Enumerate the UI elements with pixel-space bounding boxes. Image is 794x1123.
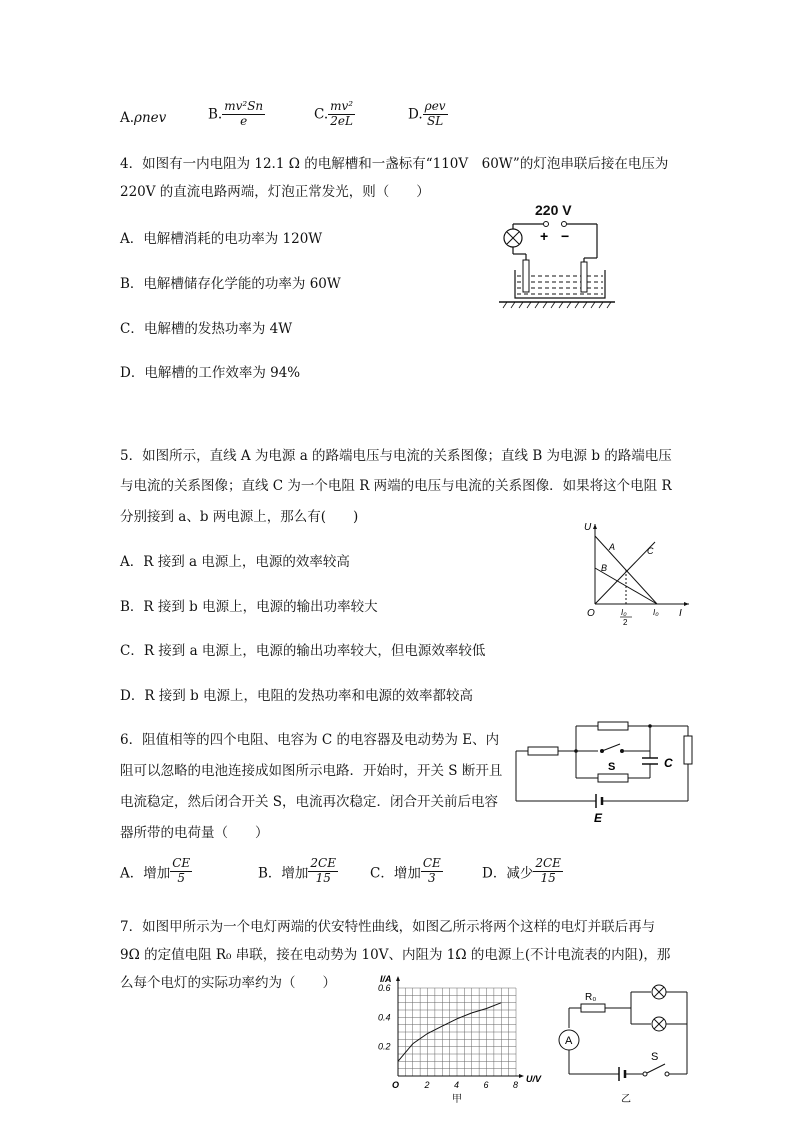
q5-stem-line3: 分别接到 a、b 两电源上，那么有( ) (120, 509, 359, 525)
y-tick-label: 0.4 (378, 1012, 391, 1023)
q5-stem-line1: 5．如图所示，直线 A 为电源 a 的路端电压与电流的关系图像；直线 B 为电源 b 的路端电压 (120, 448, 672, 464)
q4-voltage-label: 220 V (535, 202, 572, 218)
q5-label-a: A (609, 542, 616, 552)
q6-circuit-figure (512, 718, 697, 828)
q5-origin-label: O (587, 608, 595, 619)
q6-option-b: B．增加 $\frac{2CE}{15}$ (258, 856, 336, 885)
q4-option-d: D．电解槽的工作效率为 94% (120, 365, 301, 381)
q7-stem-line2: 9Ω 的定值电阻 R₀ 串联，接在电动势为 10V、内阻为 1Ω 的电源上(不计电流表的内阻)，那 (120, 947, 671, 963)
q6-option-d: D．减少 $\frac{2CE}{15}$ (482, 856, 561, 885)
q5-label-c: C (647, 546, 654, 556)
q3-option-c: C. $\frac{\text{mv²}}{2eL}$ (314, 99, 354, 128)
electrolysis-tank (499, 260, 615, 308)
q7-switch-label: S (651, 1051, 659, 1063)
y-tick-label: 0.2 (378, 1041, 391, 1052)
q3-option-b: B. $\frac{\text{mv²Sn}}{e}$ (208, 99, 264, 128)
q7-x-axis-label: U/V (526, 1074, 542, 1084)
q5-option-a: A．R 接到 a 电源上，电源的效率较高 (120, 554, 350, 570)
q7-caption-left: 甲 (452, 1094, 462, 1105)
q7-battery (619, 1067, 625, 1081)
q6-resistor-left (528, 747, 558, 755)
q6-resistor-top (598, 722, 628, 730)
q7-stem-line3: 么每个电灯的实际功率约为（ ） (120, 975, 336, 991)
q7-stem-line1: 7．如图甲所示为一个电灯两端的伏安特性曲线，如图乙所示将两个这样的电灯并联后再与 (120, 919, 656, 935)
q6-switch-s (600, 744, 624, 753)
q5-option-c: C．R 接到 a 电源上，电源的输出功率较大，但电源效率较低 (120, 643, 486, 659)
q4-plus-sign: + (540, 228, 549, 244)
q6-battery-label: E (594, 811, 603, 825)
q6-switch-label: S (608, 761, 616, 773)
q6-capacitor (642, 758, 658, 764)
q3-option-a: A.ρnev (120, 110, 167, 126)
lamp-icon (652, 1017, 666, 1031)
q7-circuit-figure (555, 978, 700, 1108)
ammeter-icon (559, 1030, 579, 1050)
q5-label-b: B (601, 563, 608, 573)
q5-half-i0-num: I₀ (621, 608, 627, 617)
q5-ui-graph (583, 518, 695, 626)
q4-stem-line2: 220V 的直流电路两端，灯泡正常发光，则（ ） (120, 184, 430, 200)
q7-y-axis-label: I/A (380, 974, 392, 984)
q4-option-b: B．电解槽储存化学能的功率为 60W (120, 276, 341, 292)
q6-stem-line3: 电流稳定，然后闭合开关 S，电流再次稳定．闭合开关前后电容 (120, 794, 499, 810)
q7-origin-label: O (392, 1080, 400, 1090)
q6-battery (596, 794, 602, 808)
y-tick-label: 0.6 (378, 983, 391, 993)
x-tick-label: 2 (424, 1080, 430, 1090)
q6-capacitor-label: C (664, 756, 673, 770)
q4-minus-sign: − (561, 228, 570, 244)
x-tick-label: 8 (513, 1080, 519, 1090)
q4-option-a: A．电解槽消耗的电功率为 120W (120, 231, 323, 247)
q5-stem-line2: 与电流的关系图像；直线 C 为一个电阻 R 两端的电压与电流的关系图像．如果将这个电阻 R (120, 478, 672, 494)
q5-half-i0-den: 2 (623, 618, 628, 626)
lamp-icon (504, 229, 522, 247)
q6-stem-line1: 6．阻值相等的四个电阻、电容为 C 的电容器及电动势为 E、内 (120, 732, 500, 748)
q5-u-axis-label: U (584, 522, 592, 533)
q5-i-axis-label: I (679, 608, 682, 619)
q4-option-c: C．电解槽的发热功率为 4W (120, 321, 293, 337)
lamp-icon (652, 985, 666, 999)
q6-stem-line4: 器所带的电荷量（ ） (120, 825, 269, 841)
q7-resistor-r0 (581, 1004, 605, 1012)
q5-option-d: D．R 接到 b 电源上，电阻的发热功率和电源的效率都较高 (120, 688, 474, 704)
q7-caption-right: 乙 (621, 1094, 631, 1105)
q5-i0-label: I₀ (653, 608, 659, 617)
q7-iv-characteristic-chart (372, 970, 552, 1110)
x-tick-label: 4 (454, 1080, 460, 1090)
q7-switch-s (643, 1064, 669, 1076)
q4-electrolysis-figure (495, 198, 620, 313)
q7-ammeter-label: A (565, 1035, 573, 1047)
q6-resistor-right (684, 736, 692, 764)
x-tick-label: 6 (483, 1080, 489, 1090)
q6-option-a: A．增加 $\frac{CE}{5}$ (120, 856, 191, 885)
q3-option-d: D. $\frac{\text{ρev}}{SL}$ (408, 99, 446, 128)
q6-option-c: C．增加 $\frac{CE}{3}$ (370, 856, 441, 885)
q4-stem-line1: 4．如图有一内电阻为 12.1 Ω 的电解槽和一盏标有“110V 60W”的灯泡串联后接在电压为 (120, 156, 669, 172)
q7-r0-label: R₀ (585, 992, 597, 1003)
q6-resistor-bottom (598, 774, 628, 782)
q5-option-b: B．R 接到 b 电源上，电源的输出功率较大 (120, 599, 378, 615)
q6-stem-line2: 阻可以忽略的电池连接成如图所示电路．开始时，开关 S 断开且 (120, 763, 503, 779)
